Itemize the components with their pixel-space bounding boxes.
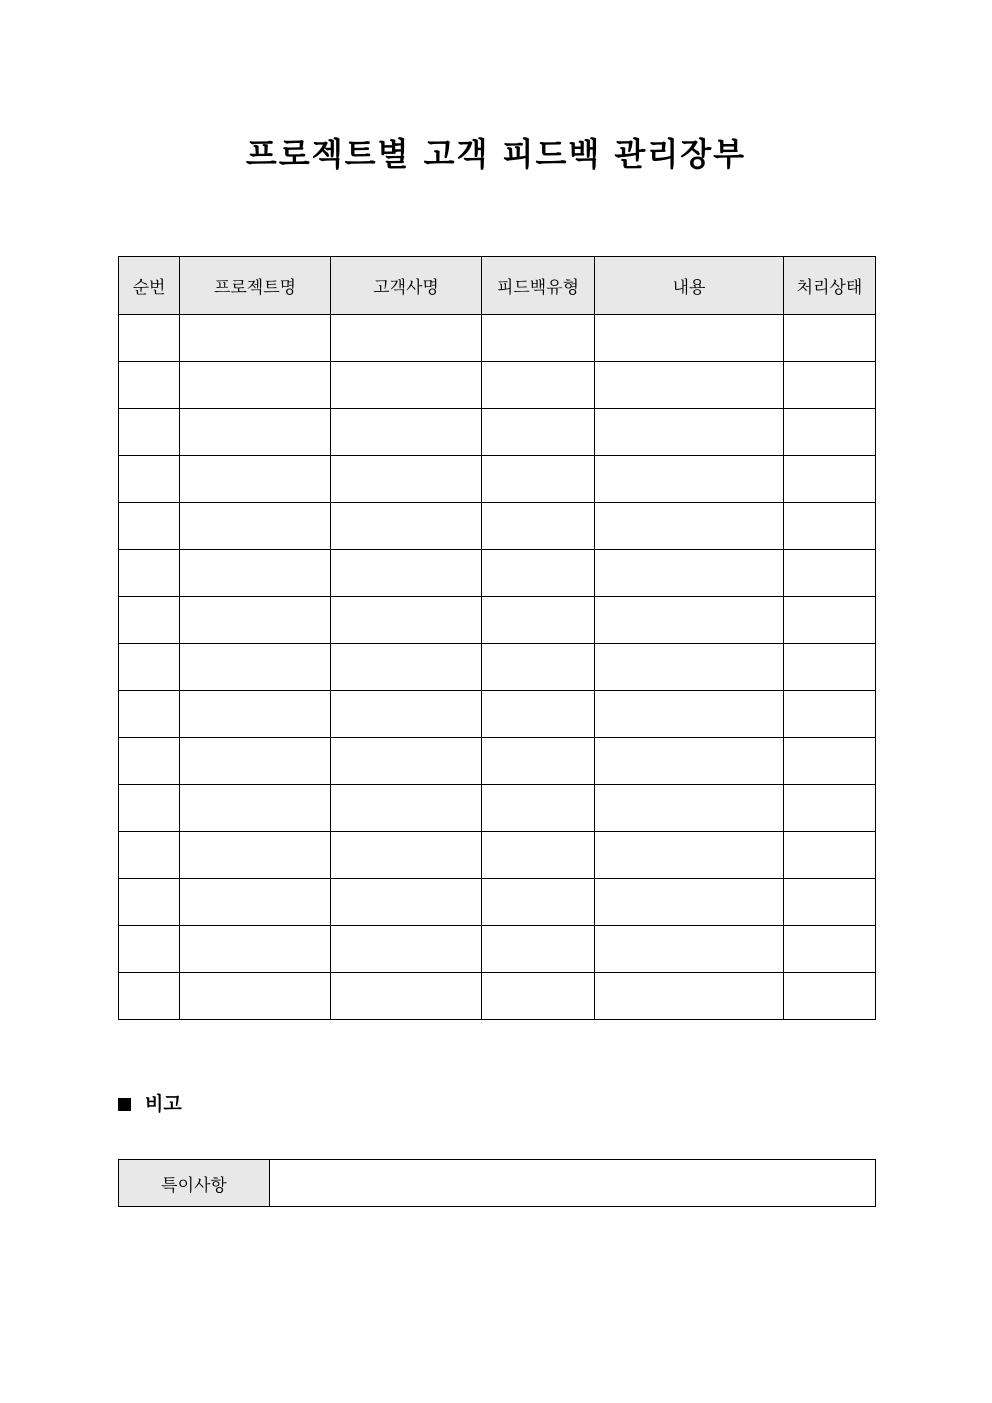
seq-cell[interactable] xyxy=(119,315,180,362)
feedback-type-cell[interactable] xyxy=(482,550,595,597)
feedback-type-cell[interactable] xyxy=(482,973,595,1020)
black-square-icon xyxy=(118,1098,131,1111)
seq-cell[interactable] xyxy=(119,644,180,691)
project-name-cell[interactable] xyxy=(180,456,331,503)
project-name-cell[interactable] xyxy=(180,409,331,456)
project-name-cell[interactable] xyxy=(180,503,331,550)
status-cell[interactable] xyxy=(784,315,876,362)
status-cell[interactable] xyxy=(784,926,876,973)
status-cell[interactable] xyxy=(784,409,876,456)
seq-cell[interactable] xyxy=(119,409,180,456)
content-cell[interactable] xyxy=(595,785,784,832)
seq-cell[interactable] xyxy=(119,832,180,879)
client-name-cell[interactable] xyxy=(331,785,482,832)
remarks-label-cell: 특이사항 xyxy=(119,1160,270,1207)
content-cell[interactable] xyxy=(595,832,784,879)
table-row xyxy=(119,315,876,362)
feedback-type-cell[interactable] xyxy=(482,738,595,785)
status-cell[interactable] xyxy=(784,785,876,832)
client-name-cell[interactable] xyxy=(331,879,482,926)
content-cell[interactable] xyxy=(595,362,784,409)
status-cell[interactable] xyxy=(784,597,876,644)
project-name-cell[interactable] xyxy=(180,832,331,879)
project-name-cell[interactable] xyxy=(180,644,331,691)
remarks-heading-label: 비고 xyxy=(145,1093,182,1115)
seq-cell[interactable] xyxy=(119,456,180,503)
project-name-cell[interactable] xyxy=(180,597,331,644)
table-row xyxy=(119,926,876,973)
seq-cell[interactable] xyxy=(119,785,180,832)
client-name-cell[interactable] xyxy=(331,362,482,409)
content-cell[interactable] xyxy=(595,644,784,691)
seq-cell[interactable] xyxy=(119,973,180,1020)
content-cell[interactable] xyxy=(595,315,784,362)
table-row xyxy=(119,456,876,503)
project-name-cell[interactable] xyxy=(180,879,331,926)
client-name-cell[interactable] xyxy=(331,409,482,456)
feedback-type-cell[interactable] xyxy=(482,879,595,926)
remarks-row xyxy=(119,1160,876,1207)
feedback-type-cell[interactable] xyxy=(482,644,595,691)
feedback-type-cell[interactable] xyxy=(482,315,595,362)
content-cell[interactable] xyxy=(595,456,784,503)
header-seq: 순번 xyxy=(119,257,180,315)
client-name-cell[interactable] xyxy=(331,832,482,879)
seq-cell[interactable] xyxy=(119,691,180,738)
seq-cell[interactable] xyxy=(119,503,180,550)
feedback-type-cell[interactable] xyxy=(482,503,595,550)
status-cell[interactable] xyxy=(784,973,876,1020)
project-name-cell[interactable] xyxy=(180,926,331,973)
content-cell[interactable] xyxy=(595,409,784,456)
table-row xyxy=(119,362,876,409)
client-name-cell[interactable] xyxy=(331,738,482,785)
client-name-cell[interactable] xyxy=(331,926,482,973)
content-cell[interactable] xyxy=(595,550,784,597)
seq-cell[interactable] xyxy=(119,362,180,409)
status-cell[interactable] xyxy=(784,644,876,691)
project-name-cell[interactable] xyxy=(180,691,331,738)
table-row xyxy=(119,738,876,785)
table-row xyxy=(119,597,876,644)
project-name-cell[interactable] xyxy=(180,315,331,362)
client-name-cell[interactable] xyxy=(331,315,482,362)
project-name-cell[interactable] xyxy=(180,362,331,409)
status-cell[interactable] xyxy=(784,550,876,597)
header-project-name: 프로젝트명 xyxy=(180,257,331,315)
status-cell[interactable] xyxy=(784,879,876,926)
project-name-cell[interactable] xyxy=(180,785,331,832)
table-row xyxy=(119,644,876,691)
table-row xyxy=(119,550,876,597)
feedback-table xyxy=(118,256,876,1020)
client-name-cell[interactable] xyxy=(331,597,482,644)
content-cell[interactable] xyxy=(595,926,784,973)
feedback-type-cell[interactable] xyxy=(482,597,595,644)
seq-cell[interactable] xyxy=(119,879,180,926)
client-name-cell[interactable] xyxy=(331,644,482,691)
table-row xyxy=(119,785,876,832)
project-name-cell[interactable] xyxy=(180,738,331,785)
seq-cell[interactable] xyxy=(119,550,180,597)
seq-cell[interactable] xyxy=(119,926,180,973)
feedback-type-cell[interactable] xyxy=(482,785,595,832)
table-row xyxy=(119,879,876,926)
status-cell[interactable] xyxy=(784,503,876,550)
feedback-type-cell[interactable] xyxy=(482,409,595,456)
content-cell[interactable] xyxy=(595,879,784,926)
content-cell[interactable] xyxy=(595,503,784,550)
header-content: 내용 xyxy=(595,257,784,315)
remarks-value-cell[interactable] xyxy=(270,1160,876,1207)
table-row xyxy=(119,973,876,1020)
table-row xyxy=(119,691,876,738)
content-cell[interactable] xyxy=(595,691,784,738)
seq-cell[interactable] xyxy=(119,738,180,785)
client-name-cell[interactable] xyxy=(331,503,482,550)
remarks-heading xyxy=(118,1091,182,1117)
table-row xyxy=(119,832,876,879)
client-name-cell[interactable] xyxy=(331,456,482,503)
status-cell[interactable] xyxy=(784,362,876,409)
table-row xyxy=(119,503,876,550)
feedback-type-cell[interactable] xyxy=(482,926,595,973)
header-feedback-type: 피드백유형 xyxy=(482,257,595,315)
page-title: 프로젝트별 고객 피드백 관리장부 xyxy=(245,135,747,173)
client-name-cell[interactable] xyxy=(331,691,482,738)
seq-cell[interactable] xyxy=(119,597,180,644)
status-cell[interactable] xyxy=(784,691,876,738)
project-name-cell[interactable] xyxy=(180,973,331,1020)
table-header-row xyxy=(119,257,876,315)
status-cell[interactable] xyxy=(784,832,876,879)
status-cell[interactable] xyxy=(784,738,876,785)
client-name-cell[interactable] xyxy=(331,550,482,597)
content-cell[interactable] xyxy=(595,597,784,644)
feedback-type-cell[interactable] xyxy=(482,456,595,503)
content-cell[interactable] xyxy=(595,973,784,1020)
feedback-type-cell[interactable] xyxy=(482,362,595,409)
feedback-type-cell[interactable] xyxy=(482,832,595,879)
table-row xyxy=(119,409,876,456)
status-cell[interactable] xyxy=(784,456,876,503)
client-name-cell[interactable] xyxy=(331,973,482,1020)
project-name-cell[interactable] xyxy=(180,550,331,597)
content-cell[interactable] xyxy=(595,738,784,785)
header-status: 처리상태 xyxy=(784,257,876,315)
header-client-name: 고객사명 xyxy=(331,257,482,315)
remarks-table xyxy=(118,1159,876,1207)
feedback-type-cell[interactable] xyxy=(482,691,595,738)
